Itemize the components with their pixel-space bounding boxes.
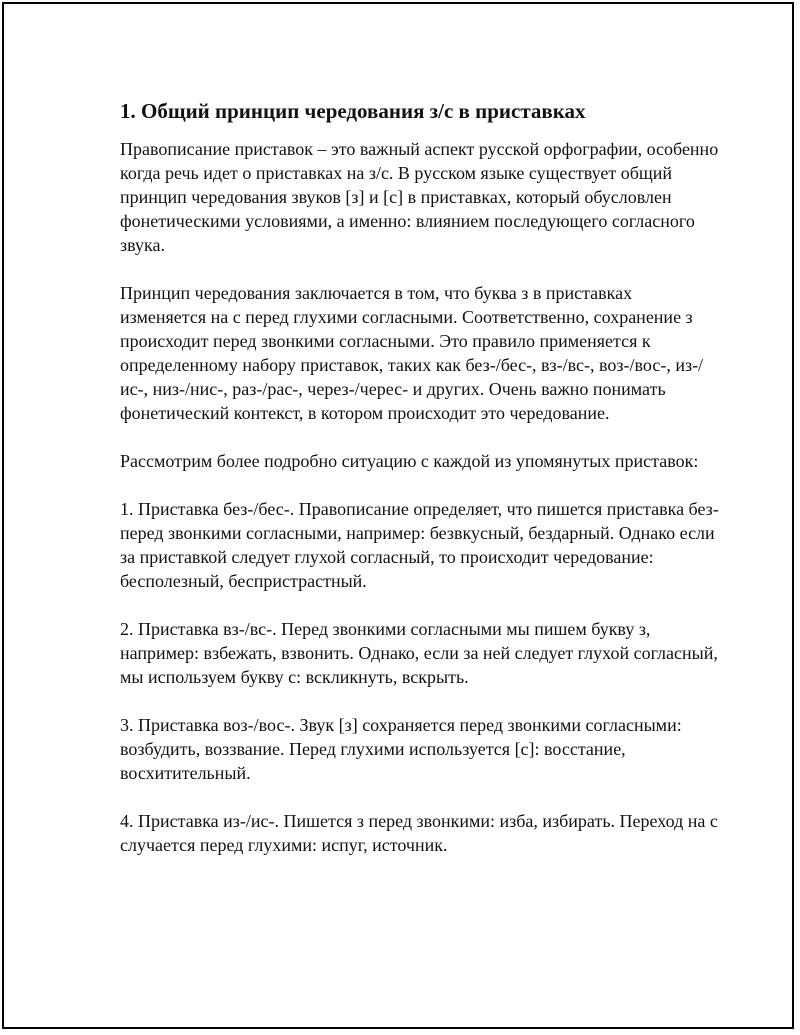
section-heading: 1. Общий принцип чередования з/с в приставках xyxy=(120,99,586,123)
paragraph-prefix-vz: 2. Приставка вз-/вс-. Перед звонкими согласными мы пишем букву з, например: взбежать, взвонить. Однако, если за ней следует глухой согласный, мы используем букву с: вскликнуть, вскрыть. xyxy=(120,619,718,687)
paragraph-overview: Рассмотрим более подробно ситуацию с каждой из упомянутых приставок: xyxy=(120,451,699,471)
paragraph-prefix-iz: 4. Приставка из-/ис-. Пишется з перед звонкими: изба, избирать. Переход на с случается перед глухими: испуг, источник. xyxy=(120,811,718,855)
paragraph-prefix-bez: 1. Приставка без-/бес-. Правописание определяет, что пишется приставка без- перед звонкими согласными, например: безвкусный, бездарный. Однако если за приставкой следует глухой согласный, то происходит чередование: бесполезный, беспристрастный. xyxy=(120,499,719,591)
paragraph-principle: Принцип чередования заключается в том, что буква з в приставках изменяется на с перед глухими согласными. Соответственно, сохранение з происходит перед звонкими согласными. Это правило применяется к определенному набору приставок, таких как без-/бес-, вз-/вс-, воз-/вос-, из-/ис-, низ-/нис-, раз-/рас-, через-/черес- и других. Очень важно понимать фонетический контекст, в котором происходит это чередование. xyxy=(120,283,704,423)
document-page xyxy=(2,2,794,1029)
document-body xyxy=(120,98,720,881)
paragraph-prefix-voz: 3. Приставка воз-/вос-. Звук [з] сохраняется перед звонкими согласными: возбудить, воззвание. Перед глухими используется [с]: восстание, восхитительный. xyxy=(120,715,682,783)
paragraph-intro: Правописание приставок – это важный аспект русской орфографии, особенно когда речь идет о приставках на з/с. В русском языке существует общий принцип чередования звуков [з] и [с] в приставках, который обусловлен фонетическими условиями, а именно: влиянием последующего согласного звука. xyxy=(120,139,719,255)
